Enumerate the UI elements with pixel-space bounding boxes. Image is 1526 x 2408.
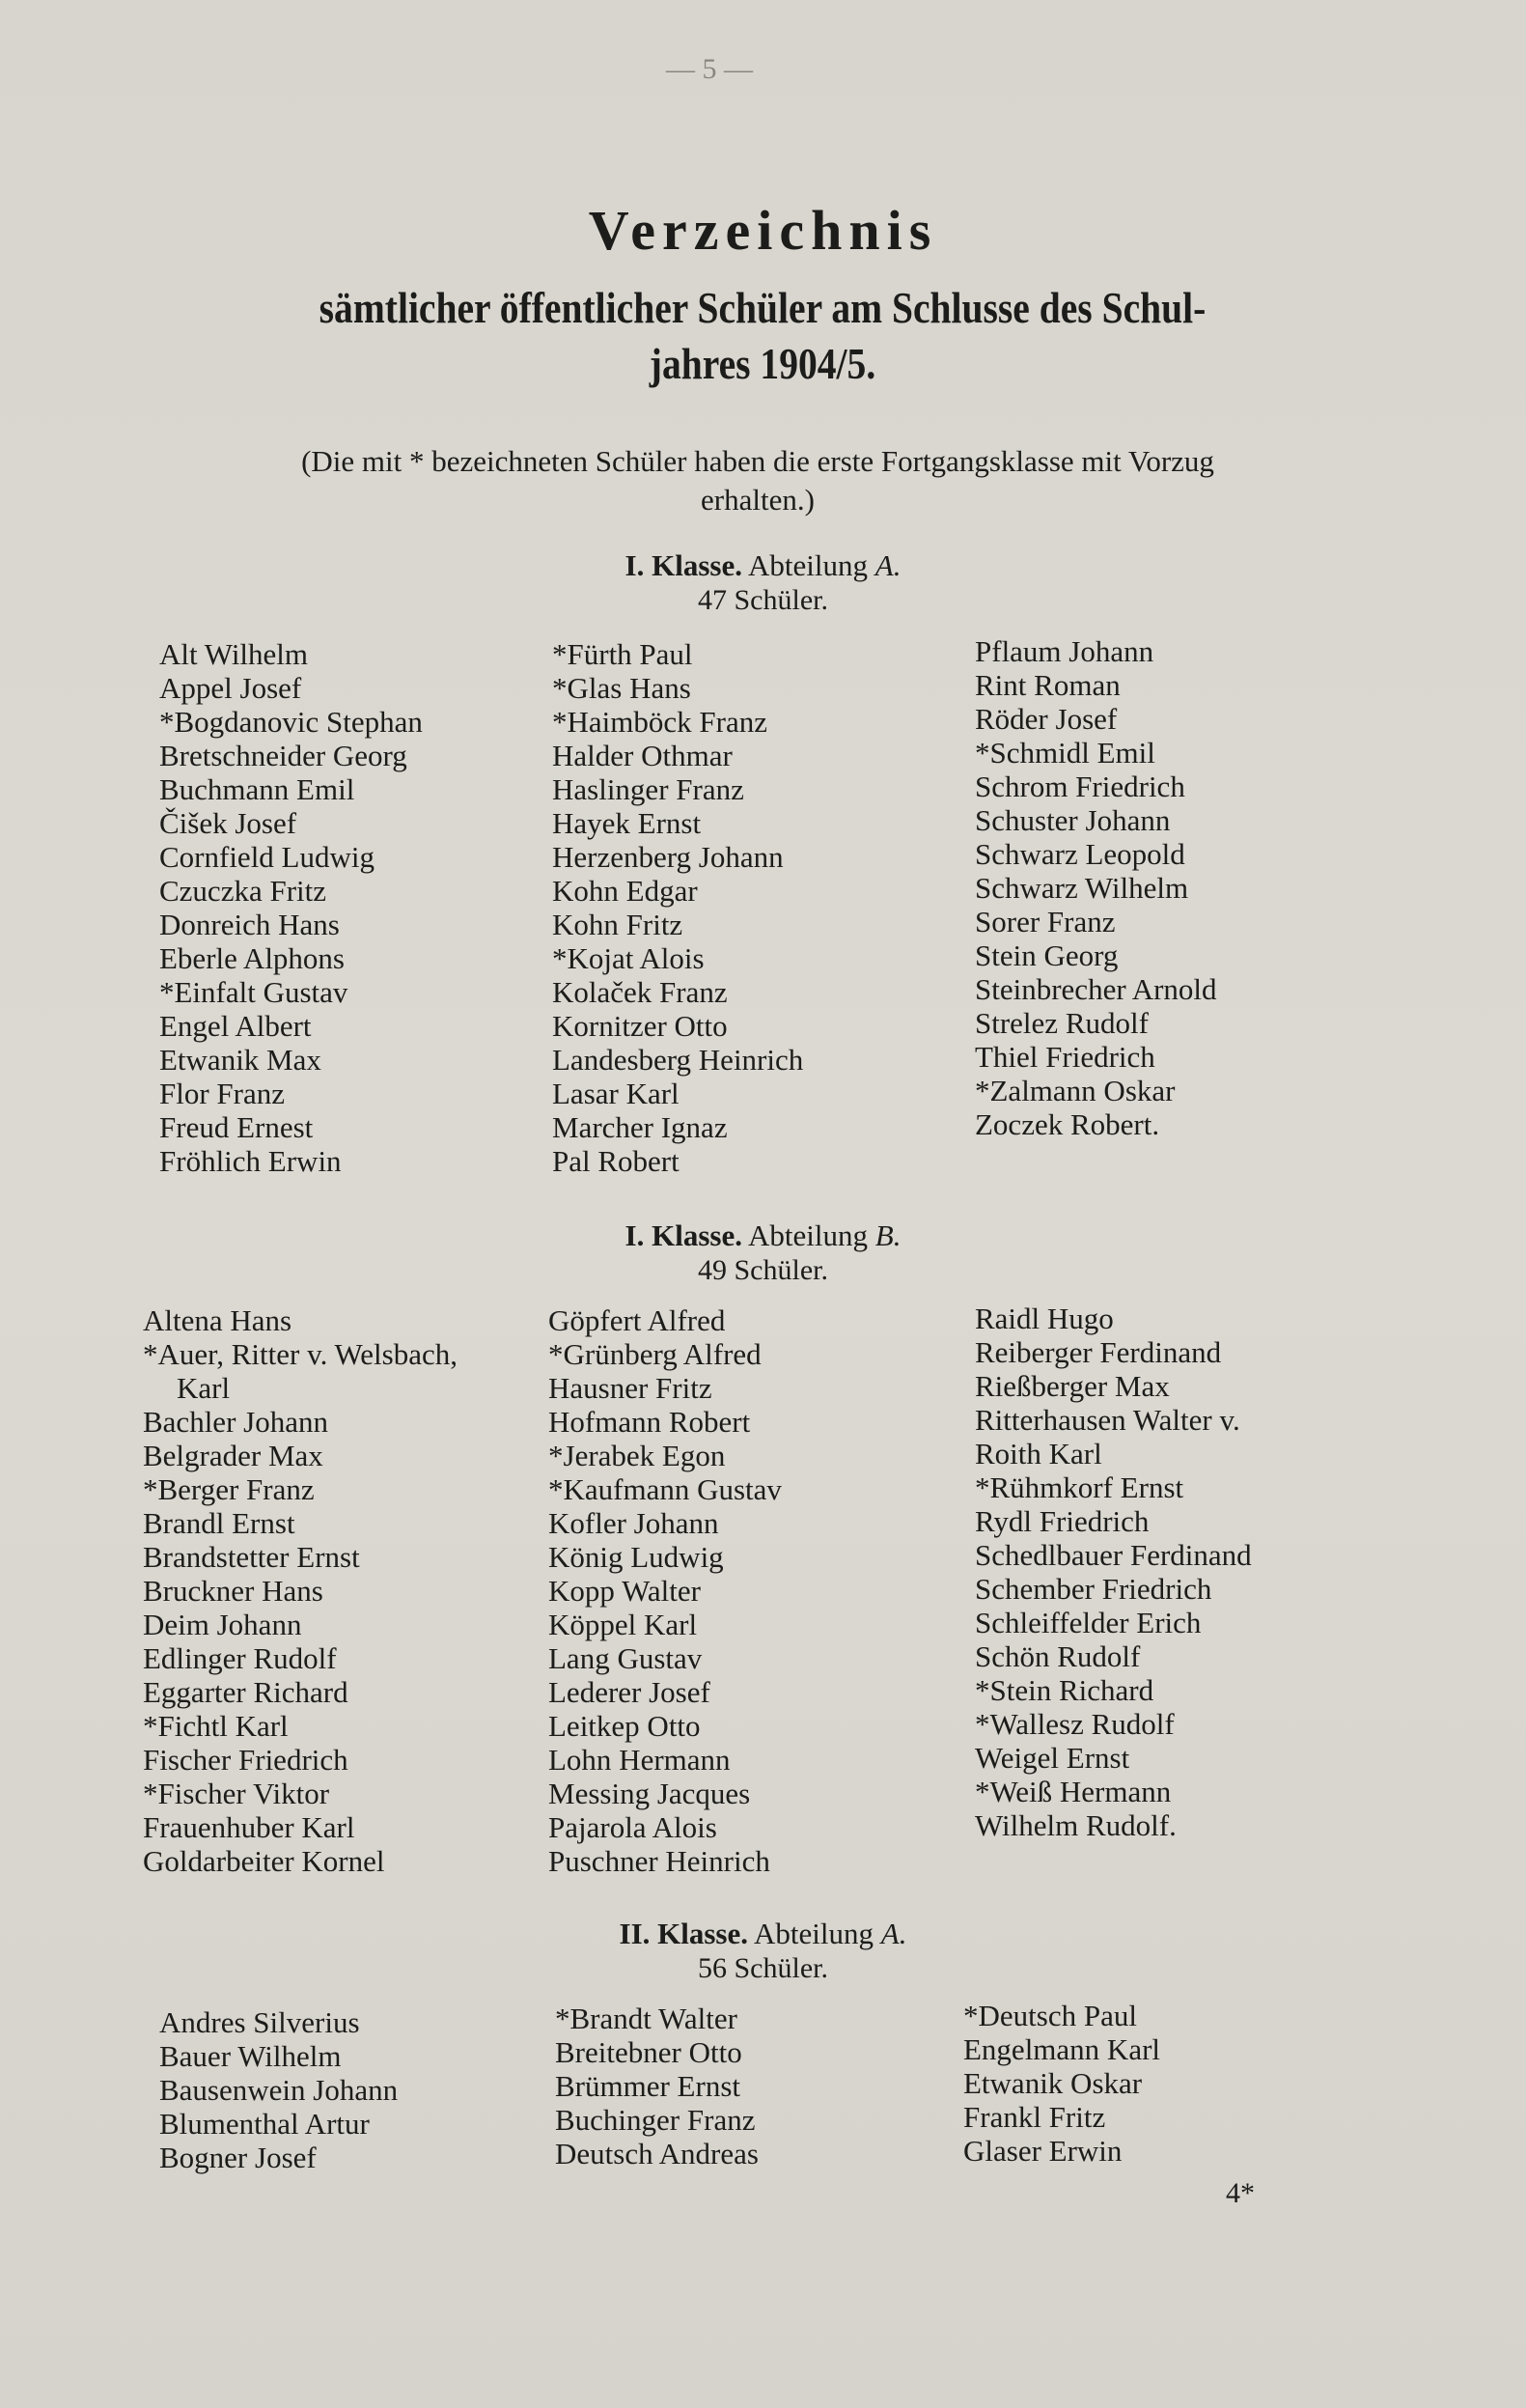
student-name: *Weiß Hermann [975, 1775, 1172, 1808]
student-name: Blumenthal Artur [159, 2107, 370, 2141]
student-name: *Fürth Paul [552, 637, 693, 671]
page-top-mark: — 5 — [666, 53, 753, 85]
section-heading-2a [0, 1917, 1526, 1986]
student-name: Bretschneider Georg [159, 739, 407, 772]
student-name: Bruckner Hans [143, 1574, 323, 1608]
student-name: *Einfalt Gustav [159, 975, 348, 1009]
student-name: Cornfield Ludwig [159, 840, 375, 874]
student-name: Fröhlich Erwin [159, 1144, 342, 1178]
student-name: *Kaufmann Gustav [548, 1472, 782, 1506]
student-name: Čišek Josef [159, 806, 297, 840]
student-name: *Deutsch Paul [963, 1999, 1137, 2032]
abteilung-label: Abteilung [748, 548, 869, 582]
student-name: Etwanik Oskar [963, 2066, 1143, 2100]
student-name: Roith Karl [975, 1437, 1102, 1470]
student-name: Schön Rudolf [975, 1639, 1141, 1673]
student-name: *Rühmkorf Ernst [975, 1470, 1184, 1504]
page-title: Verzeichnis [588, 199, 938, 262]
student-name: Haslinger Franz [552, 772, 744, 806]
student-name: Kofler Johann [548, 1506, 719, 1540]
student-name: *Berger Franz [143, 1472, 315, 1506]
subtitle-line-2: jahres 1904/5. [649, 339, 876, 388]
student-name: Frankl Fritz [963, 2100, 1106, 2134]
abteilung-label: Abteilung [754, 1917, 874, 1950]
note-line-2: erhalten.) [701, 483, 815, 517]
student-name: Röder Josef [975, 702, 1118, 736]
student-name: Frauenhuber Karl [143, 1810, 355, 1844]
abteilung-letter: B. [874, 1218, 902, 1252]
student-name: Eberle Alphons [159, 941, 345, 975]
student-name: Reiberger Ferdinand [975, 1335, 1222, 1369]
student-name: *Auer, Ritter v. Welsbach, [143, 1337, 458, 1371]
student-name: Halder Othmar [552, 739, 733, 772]
student-name: Belgrader Max [143, 1439, 323, 1472]
student-name: König Ludwig [548, 1540, 724, 1574]
student-name: Steinbrecher Arnold [975, 972, 1217, 1006]
page-number: 4* [1226, 2177, 1255, 2209]
student-name: Kolaček Franz [552, 975, 728, 1009]
student-name: Appel Josef [159, 671, 302, 705]
student-name: Andres Silverius [159, 2005, 360, 2039]
student-name: Schuster Johann [975, 803, 1171, 837]
student-name: Wilhelm Rudolf. [975, 1808, 1177, 1842]
student-name: *Haimböck Franz [552, 705, 767, 739]
student-name: Strelez Rudolf [975, 1006, 1149, 1040]
student-name: Kornitzer Otto [552, 1009, 728, 1043]
student-name: Weigel Ernst [975, 1741, 1130, 1775]
student-name: Lang Gustav [548, 1641, 703, 1675]
name-column-2 [555, 2002, 759, 2170]
klasse-label: I. Klasse. [624, 1218, 742, 1252]
student-name: Leitkep Otto [548, 1709, 701, 1743]
student-name: Czuczka Fritz [159, 874, 327, 908]
student-name: Brandstetter Ernst [143, 1540, 360, 1574]
student-name: *Zalmann Oskar [975, 1074, 1176, 1107]
student-name: Lohn Hermann [548, 1743, 731, 1777]
student-name: Bogner Josef [159, 2141, 317, 2174]
klasse-label: I. Klasse. [624, 548, 742, 582]
student-name: Stein Georg [975, 938, 1119, 972]
student-name: Landesberg Heinrich [552, 1043, 804, 1077]
student-name: *Fichtl Karl [143, 1709, 289, 1743]
student-count: 49 Schüler. [698, 1254, 828, 1286]
student-name: Hayek Ernst [552, 806, 702, 840]
student-name: Buchinger Franz [555, 2103, 756, 2137]
student-name: Breitebner Otto [555, 2035, 742, 2069]
student-name: Pal Robert [552, 1144, 680, 1178]
student-name: Pflaum Johann [975, 634, 1154, 668]
student-name: Bauer Wilhelm [159, 2039, 342, 2073]
student-name: Brümmer Ernst [555, 2069, 740, 2103]
student-name: Kohn Fritz [552, 908, 683, 941]
student-name: Pajarola Alois [548, 1810, 717, 1844]
name-column-1 [159, 2005, 398, 2174]
student-name: *Wallesz Rudolf [975, 1707, 1175, 1741]
student-name: *Bogdanovic Stephan [159, 705, 423, 739]
student-name: Schwarz Wilhelm [975, 871, 1189, 905]
student-name: Kopp Walter [548, 1574, 701, 1608]
student-name: *Stein Richard [975, 1673, 1154, 1707]
student-name: Edlinger Rudolf [143, 1641, 337, 1675]
name-column-3 [975, 634, 1217, 1141]
section-heading-1a [0, 548, 1526, 618]
abteilung-letter: A. [880, 1917, 907, 1950]
student-name: Schedlbauer Ferdinand [975, 1538, 1252, 1572]
section-heading-1b [0, 1218, 1526, 1288]
student-name: Buchmann Emil [159, 772, 355, 806]
student-name: Glaser Erwin [963, 2134, 1123, 2168]
page-subtitle [214, 280, 1310, 392]
name-column-2 [552, 637, 803, 1178]
student-name: Marcher Ignaz [552, 1110, 728, 1144]
student-name: Brandl Ernst [143, 1506, 295, 1540]
student-name: Flor Franz [159, 1077, 286, 1110]
student-name: Alt Wilhelm [159, 637, 309, 671]
student-count: 56 Schüler. [698, 1952, 828, 1984]
student-count: 47 Schüler. [698, 584, 828, 616]
name-column-1 [143, 1303, 458, 1878]
student-name: Engelmann Karl [963, 2032, 1161, 2066]
student-name: Thiel Friedrich [975, 1040, 1155, 1074]
student-name: Engel Albert [159, 1009, 312, 1043]
subtitle-line-1: sämtlicher öffentlicher Schüler am Schlusse des Schul- [319, 283, 1207, 332]
student-name: Bachler Johann [143, 1405, 328, 1439]
student-name: Göpfert Alfred [548, 1303, 726, 1337]
student-name: Etwanik Max [159, 1043, 321, 1077]
student-name: Lederer Josef [548, 1675, 710, 1709]
student-name: *Fischer Viktor [143, 1777, 330, 1810]
student-name: *Grünberg Alfred [548, 1337, 762, 1371]
student-name: Rydl Friedrich [975, 1504, 1150, 1538]
student-name: Lasar Karl [552, 1077, 680, 1110]
student-name: Hofmann Robert [548, 1405, 751, 1439]
student-name: Rint Roman [975, 668, 1121, 702]
name-column-2 [548, 1303, 782, 1878]
student-name: Herzenberg Johann [552, 840, 784, 874]
student-name: Fischer Friedrich [143, 1743, 348, 1777]
student-name: Köppel Karl [548, 1608, 698, 1641]
abteilung-label: Abteilung [748, 1218, 869, 1252]
student-name: Donreich Hans [159, 908, 340, 941]
student-name: Altena Hans [143, 1303, 292, 1337]
student-name: *Jerabek Egon [548, 1439, 726, 1472]
student-name: Schleiffelder Erich [975, 1606, 1202, 1639]
name-column-3 [975, 1302, 1252, 1842]
student-name: *Brandt Walter [555, 2002, 737, 2035]
student-name: Deim Johann [143, 1608, 302, 1641]
student-name: Kohn Edgar [552, 874, 698, 908]
student-name: Puschner Heinrich [548, 1844, 770, 1878]
student-name: Bausenwein Johann [159, 2073, 399, 2107]
student-name: Schember Friedrich [975, 1572, 1212, 1606]
name-column-1 [159, 637, 423, 1178]
student-name: Goldarbeiter Kornel [143, 1844, 385, 1878]
student-name: Messing Jacques [548, 1777, 751, 1810]
student-name: Sorer Franz [975, 905, 1116, 938]
klasse-label: II. Klasse. [619, 1917, 748, 1950]
student-name: Freud Ernest [159, 1110, 314, 1144]
student-name: Deutsch Andreas [555, 2137, 759, 2170]
student-name: Rießberger Max [975, 1369, 1170, 1403]
student-name: Schwarz Leopold [975, 837, 1185, 871]
student-name: Hausner Fritz [548, 1371, 712, 1405]
student-name: Zoczek Robert. [975, 1107, 1160, 1141]
abteilung-letter: A. [874, 548, 902, 582]
student-name: Raidl Hugo [975, 1302, 1114, 1335]
footnote-explanation [135, 442, 1380, 519]
student-name: *Kojat Alois [552, 941, 705, 975]
student-name: Karl [177, 1371, 231, 1405]
student-name: Schrom Friedrich [975, 770, 1185, 803]
student-name: *Schmidl Emil [975, 736, 1155, 770]
student-name: *Glas Hans [552, 671, 691, 705]
student-name: Eggarter Richard [143, 1675, 348, 1709]
note-line-1: (Die mit * bezeichneten Schüler haben die erste Fortgangsklasse mit Vorzug [301, 444, 1214, 478]
name-column-3 [963, 1999, 1160, 2168]
student-name: Ritterhausen Walter v. [975, 1403, 1240, 1437]
